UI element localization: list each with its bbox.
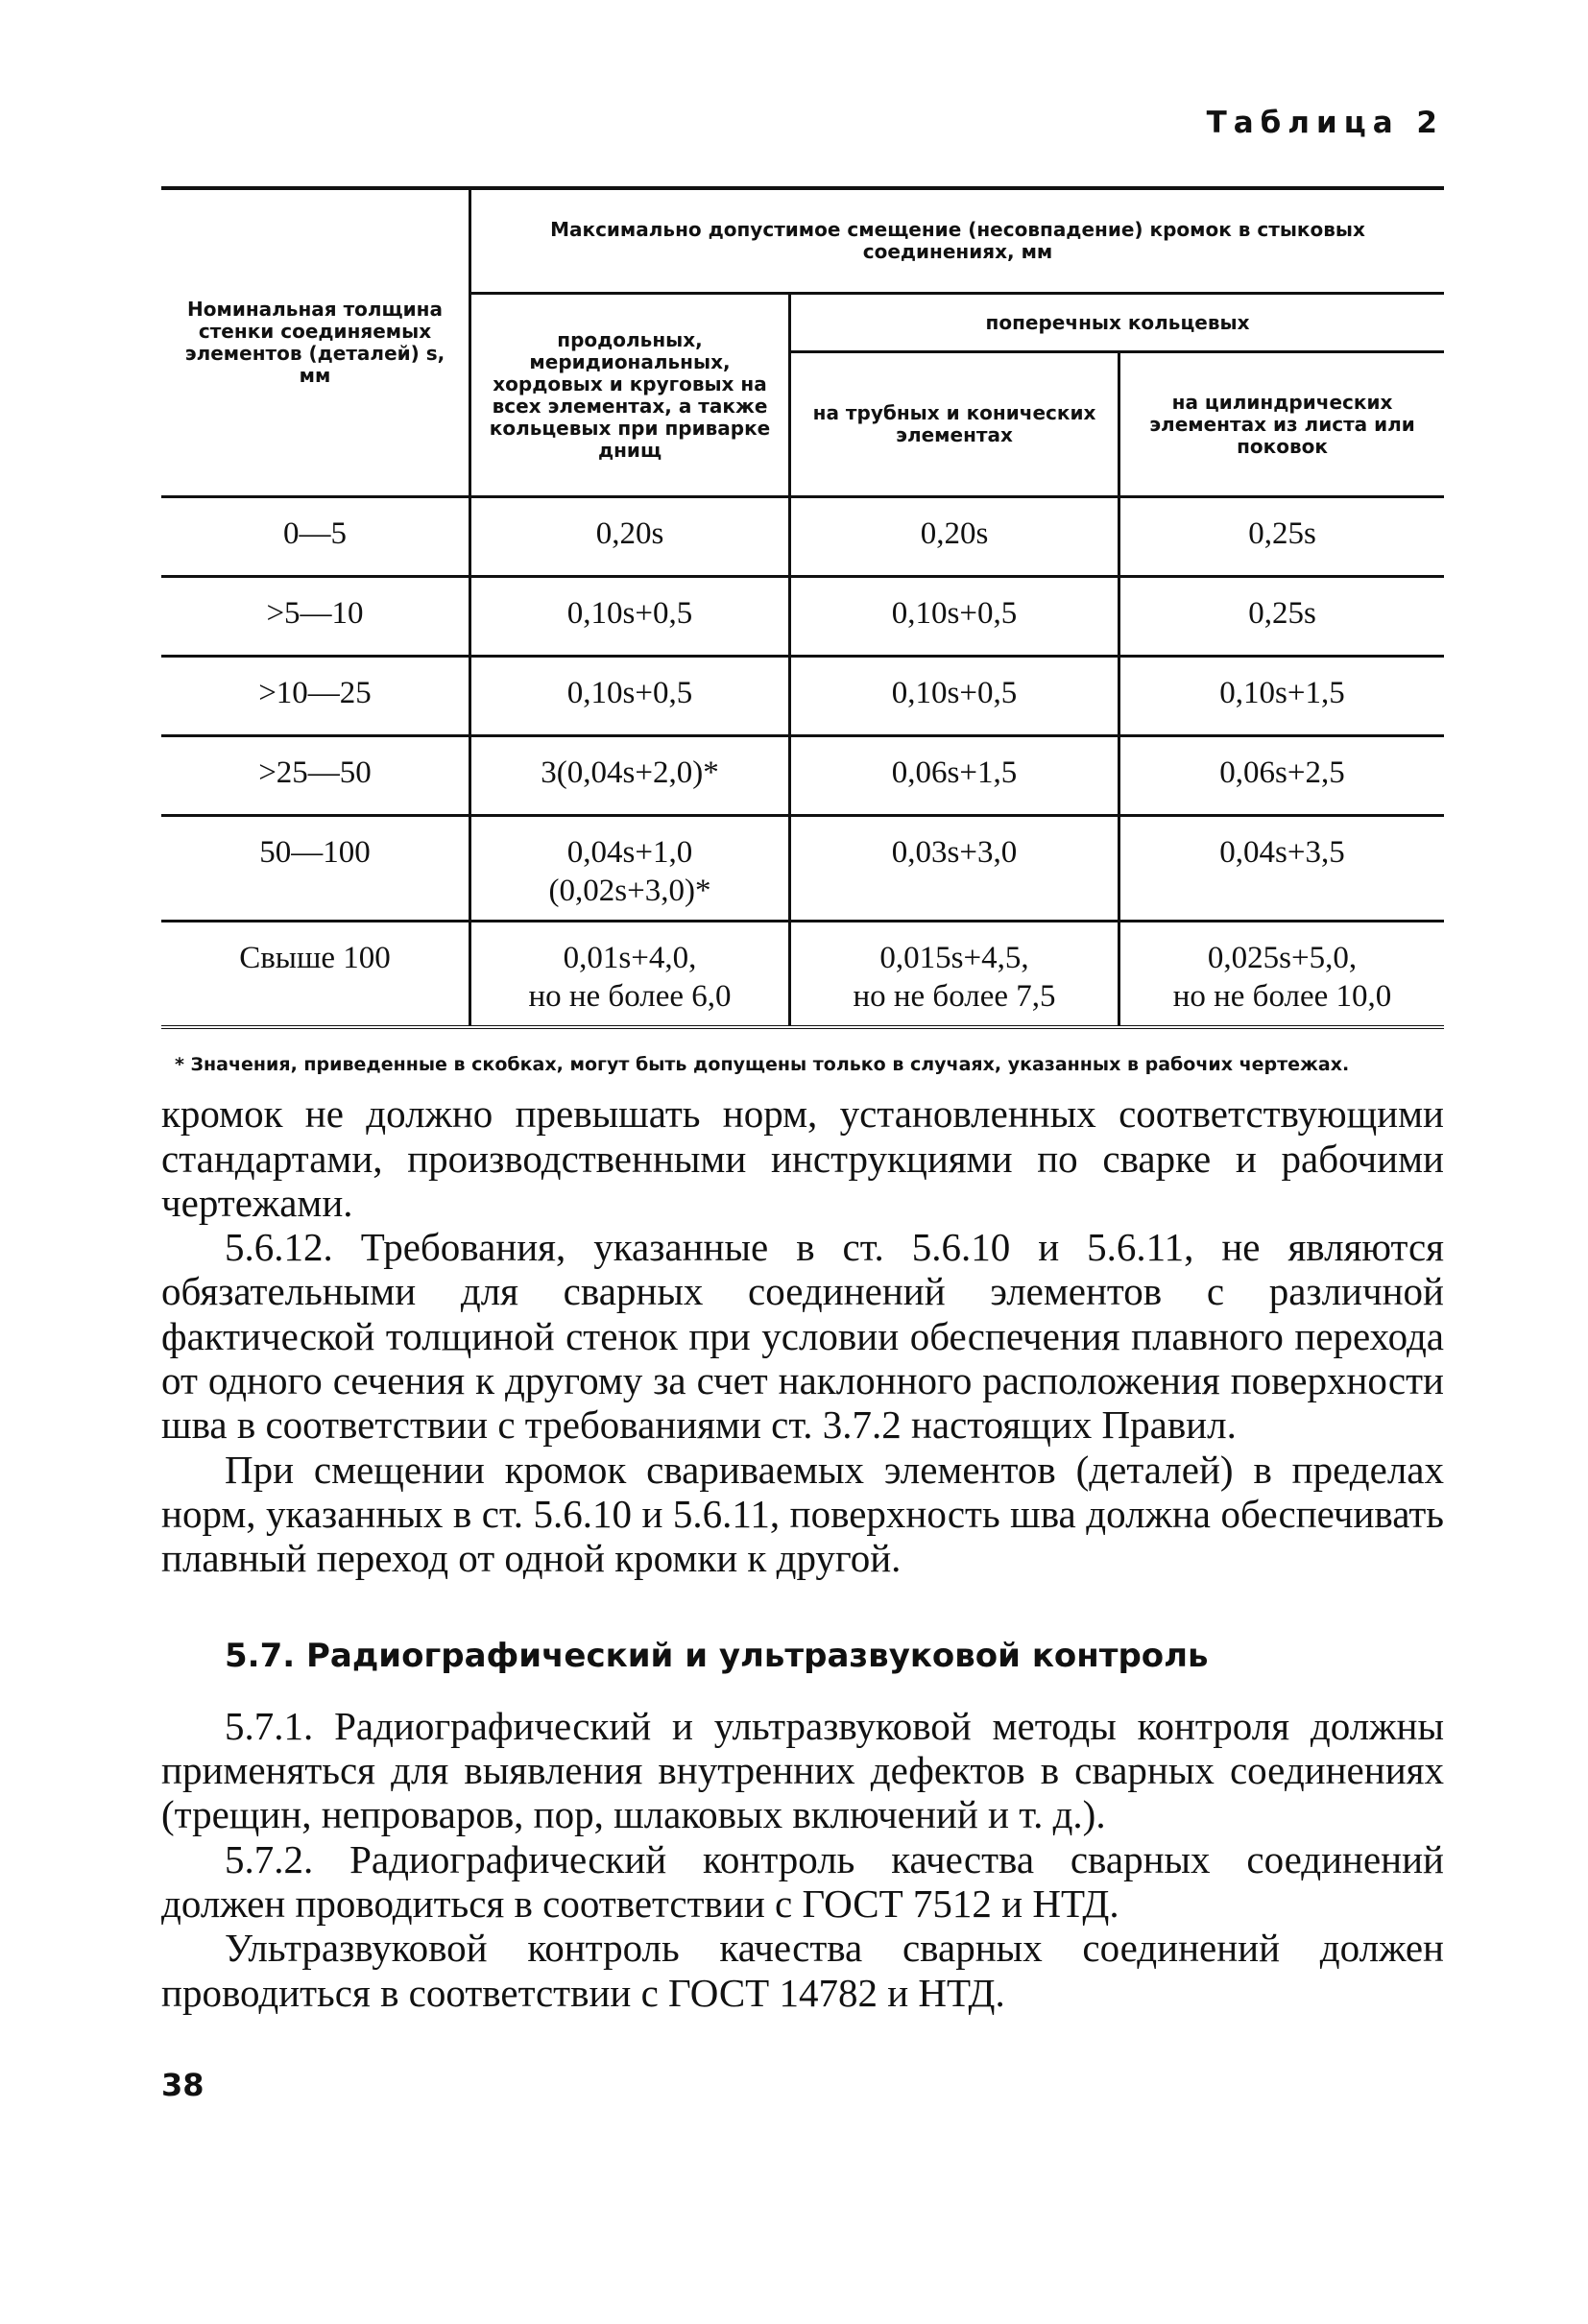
- cell-line: 0,04s+1,0: [566, 835, 693, 870]
- cell-cylindrical: 0,04s+3,5: [1119, 816, 1445, 922]
- cell-thickness: >25—50: [161, 736, 470, 816]
- table-row: [161, 816, 1444, 922]
- cell-thickness: Свыше 100: [161, 922, 470, 1028]
- cell-pipe: 0,03s+3,0: [790, 816, 1119, 922]
- cell-pipe: 0,10s+0,5: [790, 577, 1119, 657]
- header-thickness: Номинальная толщина стенки соединяемых элементов (деталей) s, мм: [161, 188, 470, 497]
- cell-pipe: [790, 922, 1119, 1028]
- tolerance-table: [161, 186, 1444, 1029]
- cell-pipe: 0,06s+1,5: [790, 736, 1119, 816]
- paragraph: 5.7.2. Радиографический контроль качества сварных соединений должен проводиться в соответствии с ГОСТ 7512 и НТД.: [161, 1836, 1444, 1927]
- table-label: Таблица 2: [1206, 106, 1444, 140]
- cell-pipe: 0,10s+0,5: [790, 657, 1119, 736]
- cell-line: 0,025s+5,0,: [1207, 941, 1358, 976]
- table-row: [161, 497, 1444, 577]
- header-cylindrical-elements: на цилиндрических элементах из листа или поковок: [1119, 352, 1445, 497]
- cell-cylindrical: 0,10s+1,5: [1119, 657, 1445, 736]
- cell-longitudinal: 3(0,04s+2,0)*: [470, 736, 790, 816]
- cell-cylindrical: 0,06s+2,5: [1119, 736, 1445, 816]
- section-title: 5.7. Радиографический и ультразвуковой контроль: [225, 1636, 1209, 1675]
- cell-thickness: 50—100: [161, 816, 470, 922]
- cell-line: (0,02s+3,0)*: [548, 873, 711, 908]
- table-row: [161, 736, 1444, 816]
- paragraph: 5.6.12. Требования, указанные в ст. 5.6.10 и 5.6.11, не являются обязательными для сварных соединений элементов с различной фактической толщиной стенок при условии обеспечения плавного перехода от одного сечения к другому за счет наклонного расположения поверхности шва в соответствии с требованиями ст. 3.7.2 настоящих Правил.: [161, 1225, 1444, 1448]
- cell-pipe: 0,20s: [790, 497, 1119, 577]
- cell-longitudinal: 0,10s+0,5: [470, 577, 790, 657]
- cell-line: 0,01s+4,0,: [563, 941, 697, 976]
- cell-line: но не более 6,0: [528, 978, 732, 1014]
- paragraph: кромок не должно превышать норм, установленных соответствующими стандартами, производственными инструкциями по сварке и рабочими чертежами.: [161, 1091, 1444, 1225]
- cell-longitudinal: 0,20s: [470, 497, 790, 577]
- table-row: [161, 657, 1444, 736]
- page-number: 38: [161, 2067, 205, 2104]
- cell-thickness: 0—5: [161, 497, 470, 577]
- header-longitudinal: продольных, меридиональных, хордовых и круговых на всех элементах, а также кольцевых при приварке днищ: [470, 294, 790, 497]
- paragraph: При смещении кромок свариваемых элементов (деталей) в пределах норм, указанных в ст. 5.6.10 и 5.6.11, поверхность шва должна обеспечивать плавный переход от одной кромки к другой.: [161, 1447, 1444, 1581]
- cell-thickness: >10—25: [161, 657, 470, 736]
- header-max-offset: Максимально допустимое смещение (несовпадение) кромок в стыковых соединениях, мм: [470, 188, 1445, 294]
- cell-cylindrical: [1119, 922, 1445, 1028]
- cell-line: 0,015s+4,5,: [879, 941, 1029, 976]
- paragraph: 5.7.1. Радиографический и ультразвуковой методы контроля должны применяться для выявления внутренних дефектов в сварных соединениях (трещин, непроваров, пор, шлаковых включений и т. д.).: [161, 1703, 1444, 1837]
- cell-thickness: >5—10: [161, 577, 470, 657]
- cell-longitudinal: [470, 816, 790, 922]
- header-transverse: поперечных кольцевых: [790, 294, 1445, 352]
- document-page: [161, 106, 1444, 2103]
- table-row: [161, 922, 1444, 1028]
- paragraph: Ультразвуковой контроль качества сварных соединений должен проводиться в соответствии с ГОСТ 14782 и НТД.: [161, 1926, 1444, 2015]
- cell-longitudinal: [470, 922, 790, 1028]
- header-pipe-elements: на трубных и конических элементах: [790, 352, 1119, 497]
- cell-cylindrical: 0,25s: [1119, 497, 1445, 577]
- table-row: [161, 577, 1444, 657]
- cell-longitudinal: 0,10s+0,5: [470, 657, 790, 736]
- cell-cylindrical: 0,25s: [1119, 577, 1445, 657]
- cell-line: но не более 10,0: [1172, 978, 1392, 1014]
- cell-line: но не более 7,5: [853, 978, 1056, 1014]
- table-header-row: [161, 188, 1444, 294]
- table-footnote: * Значения, приведенные в скобках, могут быть допущены только в случаях, указанных в рабочих чертежах.: [175, 1054, 1350, 1076]
